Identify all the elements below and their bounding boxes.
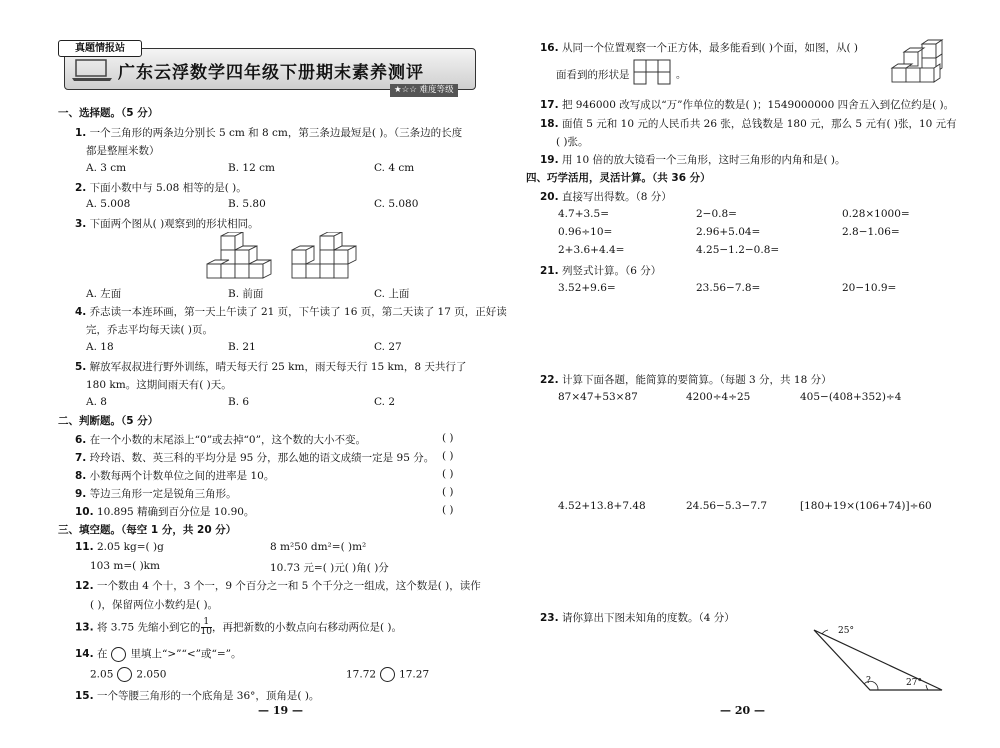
- q20-item: 2+3.6+4.4=: [558, 244, 625, 256]
- q9-answer[interactable]: ( ): [442, 486, 454, 498]
- q22-item: 4.52+13.8+7.48: [558, 500, 646, 512]
- q21-item: 23.56−7.8=: [696, 282, 761, 294]
- section-judge: 二、判断题。（5 分）: [58, 415, 159, 427]
- q6: 6. 在一个小数的末尾添上“0”或去掉“0”，这个数的大小不变。: [75, 434, 366, 446]
- q5-option-b: B. 6: [228, 396, 250, 408]
- q3: 3. 下面两个图从( )观察到的形状相同。: [75, 218, 259, 230]
- q14-item-b: 17.72 17.27: [346, 668, 430, 681]
- q12: 12. 一个数由 4 个十，3 个一，9 个百分之一和 5 个千分之一组成，这个数是( )，读作: [75, 580, 481, 592]
- q4-option-a: A. 18: [86, 341, 114, 353]
- q17: 17. 把 946000 改写成以“万”作单位的数是( )；1549000000 四舍五入到亿位约是( )。: [540, 99, 955, 111]
- q18-line2: ( )张。: [556, 136, 589, 148]
- q6-answer[interactable]: ( ): [442, 432, 454, 444]
- q1-option-b: B. 12 cm: [228, 162, 275, 174]
- section-calc: 四、巧学活用，灵活计算。（共 36 分）: [526, 172, 711, 184]
- cube-figure-2: [290, 232, 360, 280]
- q1-option-a: A. 3 cm: [86, 162, 127, 174]
- q21-item: 3.52+9.6=: [558, 282, 616, 294]
- page-title: 广东云浮数学四年级下册期末素养测评: [118, 63, 424, 83]
- laptop-icon: [70, 58, 114, 82]
- angle-label-27: 27°: [906, 678, 922, 688]
- angle-label-25: 25°: [838, 626, 854, 636]
- q9: 9. 等边三角形一定是锐角三角形。: [75, 488, 237, 500]
- q1-option-c: C. 4 cm: [374, 162, 415, 174]
- q8-answer[interactable]: ( ): [442, 468, 454, 480]
- q11-d: 10.73 元=( )元( )角( )分: [270, 562, 389, 574]
- q2-option-a: A. 5.008: [86, 198, 131, 210]
- top-view-shape: [632, 58, 688, 86]
- circle-blank-icon: [111, 647, 126, 662]
- q7: 7. 玲玲语、数、英三科的平均分是 95 分，那么她的语文成绩一定是 95 分。: [75, 452, 435, 464]
- svg-text:。: 。: [676, 70, 686, 81]
- q4-option-b: B. 21: [228, 341, 256, 353]
- q15: 15. 一个等腰三角形的一个底角是 36°，顶角是( )。: [75, 690, 320, 702]
- q2-option-c: C. 5.080: [374, 198, 419, 210]
- q5-option-c: C. 2: [374, 396, 396, 408]
- q5-line2: 180 km。这期间雨天有( )天。: [86, 379, 232, 391]
- q20: 20. 直接写出得数。（8 分）: [540, 191, 672, 203]
- cube-stack-figure: [888, 38, 948, 84]
- q2-option-b: B. 5.80: [228, 198, 266, 210]
- q16: 16. 从同一个位置观察一个正方体，最多能看到( )个面，如图，从( ): [540, 42, 859, 54]
- q10-answer[interactable]: ( ): [442, 504, 454, 516]
- q22-item: [180+19×(106+74)]÷60: [800, 500, 932, 512]
- unknown-angle-label: ?: [866, 676, 871, 686]
- q5-option-a: A. 8: [86, 396, 107, 408]
- section-choice: 一、选择题。（5 分）: [58, 107, 159, 119]
- q20-item: 4.25−1.2−0.8=: [696, 244, 780, 256]
- q20-item: 4.7+3.5=: [558, 208, 609, 220]
- q8: 8. 小数每两个计数单位之间的进率是 10。: [75, 470, 275, 482]
- q13: 13. 将 3.75 先缩小到它的 $\frac{1}{10}$ ，再把新数的小数点向右移动两位是( )。: [75, 617, 402, 637]
- q14: 14. 在 里填上“>”“<”或“=”。: [75, 648, 242, 660]
- q21-item: 20−10.9=: [842, 282, 897, 294]
- q22-item: 405−(408+352)÷4: [800, 391, 902, 403]
- q4: 4. 乔志读一本连环画，第一天上午读了 21 页，下午读了 16 页，第二天读了 17 页，正好读: [75, 306, 507, 318]
- q18: 18. 面值 5 元和 10 元的人民币共 26 张，总钱数是 180 元，那么 5 元有( )张，10 元有: [540, 118, 957, 130]
- q20-item: 2.96+5.04=: [696, 226, 761, 238]
- q7-answer[interactable]: ( ): [442, 450, 454, 462]
- q16-line2: 面看到的形状是: [556, 69, 630, 81]
- page-number-left: — 19 —: [258, 704, 303, 717]
- difficulty-badge: ★☆☆ 难度等级: [390, 84, 458, 97]
- q3-option-a: A. 左面: [86, 288, 122, 300]
- q11-b: 8 m²50 dm²=( )m²: [270, 541, 367, 553]
- q22-item: 87×47+53×87: [558, 391, 638, 403]
- q2: 2. 下面小数中与 5.08 相等的是( )。: [75, 182, 247, 194]
- q19: 19. 用 10 倍的放大镜看一个三角形，这时三角形的内角和是( )。: [540, 154, 846, 166]
- q12-line2: ( )，保留两位小数约是( )。: [90, 599, 219, 611]
- q22-item: 24.56−5.3−7.7: [686, 500, 768, 512]
- q3-option-c: C. 上面: [374, 288, 410, 300]
- q23: 23. 请你算出下图未知角的度数。（4 分）: [540, 612, 735, 624]
- compare-circle-b[interactable]: [380, 667, 395, 682]
- q10: 10. 10.895 精确到百分位是 10.90。: [75, 506, 255, 518]
- q11-a: 11. 2.05 kg=( )g: [75, 541, 164, 553]
- section-fill: 三、填空题。（每空 1 分，共 20 分）: [58, 524, 237, 536]
- cube-figure-1: [205, 232, 275, 280]
- triangle-figure: [808, 624, 948, 694]
- q20-item: 2.8−1.06=: [842, 226, 900, 238]
- q22: 22. 计算下面各题，能简算的要简算。（每题 3 分，共 18 分）: [540, 374, 832, 386]
- badge-label: 真题情报站: [58, 40, 142, 57]
- q20-item: 2−0.8=: [696, 208, 737, 220]
- q20-item: 0.96÷10=: [558, 226, 613, 238]
- q11-c: 103 m=( )km: [90, 560, 160, 572]
- q22-item: 4200÷4÷25: [686, 391, 751, 403]
- q1-line2: 都是整厘米数）: [86, 145, 160, 157]
- q1: 1. 一个三角形的两条边分别长 5 cm 和 8 cm，第三条边最短是( )。（三条边的长度: [75, 127, 463, 139]
- q20-item: 0.28×1000=: [842, 208, 910, 220]
- q5: 5. 解放军叔叔进行野外训练，晴天每天行 25 km，雨天每天行 15 km，8 天共行了: [75, 361, 467, 373]
- compare-circle-a[interactable]: [117, 667, 132, 682]
- q14-item-a: 2.05 2.050: [90, 668, 167, 681]
- q21: 21. 列竖式计算。（6 分）: [540, 265, 662, 277]
- fraction: $\frac{1}{10}$: [200, 617, 212, 637]
- page-number-right: — 20 —: [720, 704, 765, 717]
- q3-option-b: B. 前面: [228, 288, 264, 300]
- q4-line2: 完，乔志平均每天读( )页。: [86, 324, 214, 336]
- q4-option-c: C. 27: [374, 341, 402, 353]
